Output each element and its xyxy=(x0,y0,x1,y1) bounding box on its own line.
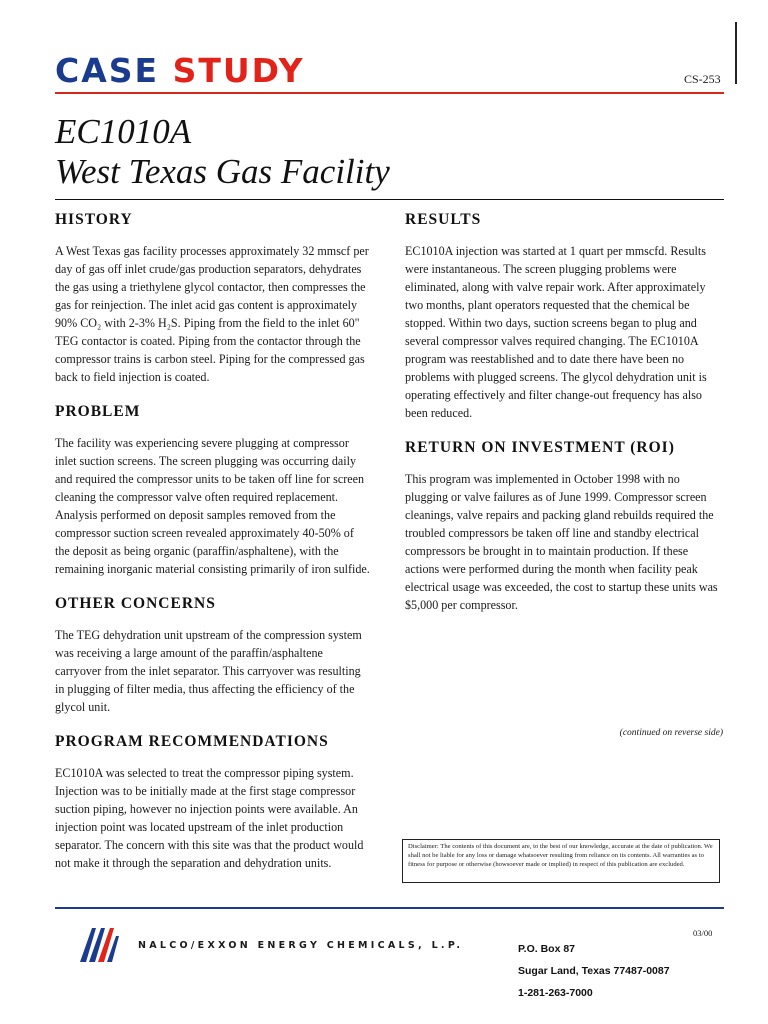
roi-body: This program was implemented in October 1998 with no plugging or valve failures as of June 1999. Compressor screen cleanings, valve repairs and packing gland rebuilds required the troubled compressors be taken off line and standby electrical compressors be brought in to maintain production. If these actions were performed during the month when facility peak electrical usage was exceeded, the cost to startup these units was $5,000 per compressor. xyxy=(405,472,718,612)
other-concerns-section xyxy=(55,594,370,716)
history-body: A West Texas gas facility processes approximately 32 mmscf per day of gas off inlet crude/gas production separators, dehydrates the gas using a triethylene glycol contactor, then compresses the gas for reinjection. The inlet acid gas content is approximately 90% CO₂ with 2-3% H₂S. Piping from the field to the inlet 60" TEG contactor is coated. Piping from the contactor through the compressor trains is carbon steel. Piping for the compressed gas back to field injection is coated. xyxy=(55,244,369,384)
document-number: CS-253 xyxy=(684,72,721,86)
roi-heading: RETURN ON INVESTMENT (ROI) xyxy=(405,439,675,456)
address-city: Sugar Land, Texas 77487-0087 xyxy=(518,965,670,977)
program-recommendations-section xyxy=(55,732,370,872)
brand-word-study: STUDY xyxy=(172,51,305,90)
continued-note: (continued on reverse side) xyxy=(619,728,723,738)
problem-heading: PROBLEM xyxy=(55,403,141,420)
company-name: NALCO/EXXON ENERGY CHEMICALS, L.P. xyxy=(138,940,464,951)
header-red-rule xyxy=(55,92,724,94)
page-title xyxy=(55,112,390,192)
address-po-box: P.O. Box 87 xyxy=(518,943,576,955)
company-address xyxy=(518,938,670,1004)
right-column xyxy=(405,210,725,630)
results-body: EC1010A injection was started at 1 quart per mmscfd. Results were instantaneous. The screen plugging problems were eliminated, along with valve repair work. After approximately two months, plant operators requested that the chemical be stopped. Within two days, suction screens began to plug and several compressor valves required changing. The EC1010A program was reestablished and to date there have been no problems with plugged screens. The glycol dehydration unit is operating effectively and filter change-out frequency has also been reduced. xyxy=(405,244,707,420)
header-vertical-rule xyxy=(735,22,737,84)
disclaimer-box: Disclaimer: The contents of this document are, to the best of our knowledge, accurate at the date of publication. We shall not be liable for any loss or damage whatsoever resulting from reliance on its contents. All warranties as to fitness for purpose or otherwise (howsoever made or implied) in respect of this publication are excluded. xyxy=(402,839,720,883)
problem-body: The facility was experiencing severe plugging at compressor inlet suction screens. The screen plugging was occurring daily and required the compressor units to be taken off line for screen cleaning the compressor valve often required replacement. Analysis performed on deposit samples removed from the compressor suction screen revealed approximately 40-50% of the deposit as being organic (paraffin/asphaltene), with the remaining inorganic material consisting primarily of iron sulfide. xyxy=(55,436,370,576)
revision-date: 03/00 xyxy=(693,928,713,938)
title-facility: West Texas Gas Facility xyxy=(55,152,390,191)
footer-blue-rule xyxy=(55,907,724,909)
brand-word-case: CASE xyxy=(55,51,160,90)
other-concerns-heading: OTHER CONCERNS xyxy=(55,595,216,612)
results-heading: RESULTS xyxy=(405,211,482,228)
address-phone: 1-281-263-7000 xyxy=(518,987,593,999)
results-section xyxy=(405,210,725,422)
case-study-brand xyxy=(55,52,305,90)
other-concerns-body: The TEG dehydration unit upstream of the compression system was receiving a large amount of the paraffin/asphaltene carryover from the inlet separator. This carryover was resulting in plugging of filter media, thus affecting the efficiency of the glycol unit. xyxy=(55,628,362,714)
company-logo-icon xyxy=(78,924,120,971)
history-section xyxy=(55,210,370,386)
left-column xyxy=(55,210,370,888)
title-product: EC1010A xyxy=(55,112,192,151)
program-recommendations-heading: PROGRAM RECOMMENDATIONS xyxy=(55,733,329,750)
problem-section xyxy=(55,402,370,578)
roi-section xyxy=(405,438,725,614)
history-heading: HISTORY xyxy=(55,211,133,228)
title-rule xyxy=(55,199,724,200)
program-recommendations-body: EC1010A was selected to treat the compressor piping system. Injection was to be initially made at the first stage compressor suction piping, however no injection points were available. An injection point was located upstream of the inlet production separator. The concern with this site was that the product would not make it through the separation and dehydration units. xyxy=(55,766,364,870)
